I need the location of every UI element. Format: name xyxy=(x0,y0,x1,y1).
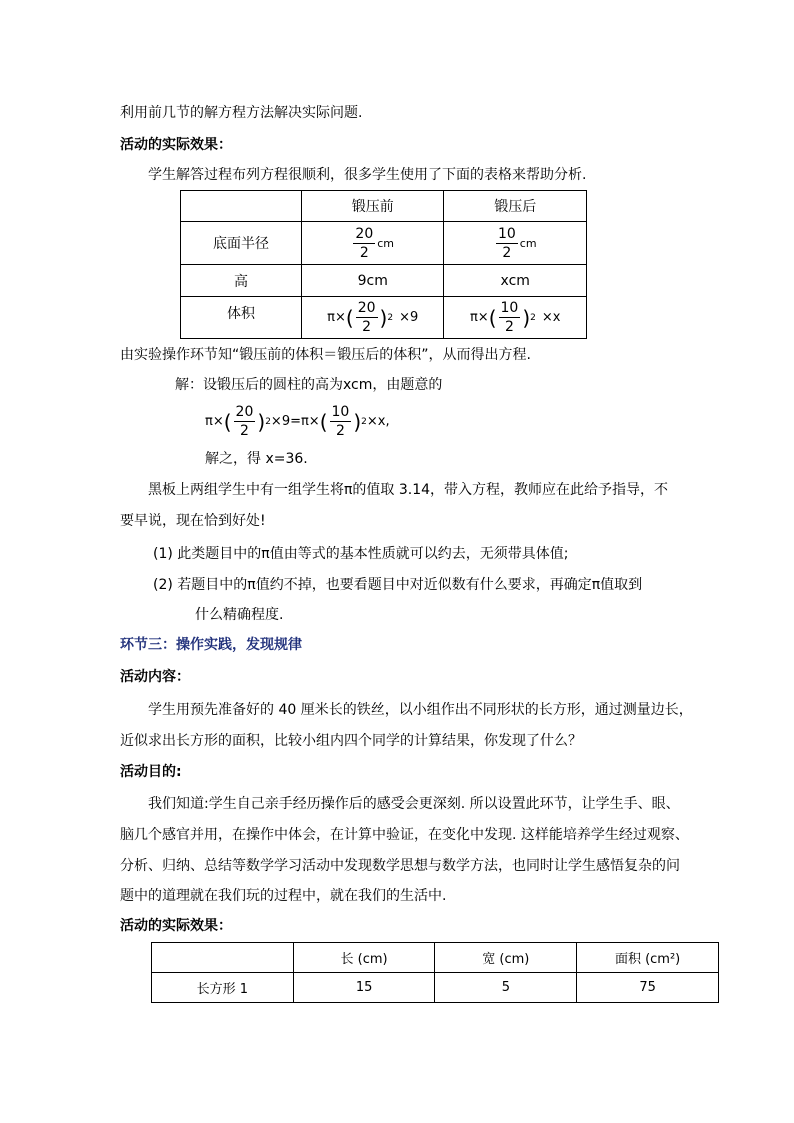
row-label-height: 高 xyxy=(181,265,302,297)
table2-row-label: 长方形 1 xyxy=(152,973,294,1003)
formula-tail: ×9 xyxy=(399,310,419,325)
denominator: 2 xyxy=(359,244,369,261)
times-symbol: × xyxy=(212,414,224,429)
table-header-before: 锻压前 xyxy=(301,191,444,222)
table2-header-area: 面积 (cm²) xyxy=(577,943,719,973)
paragraph-pi-line1: 黑板上两组学生中有一组学生将π的值取 3.14，带入方程，教师应在此给予指导，不 xyxy=(148,482,669,498)
cell-height-before: 9cm xyxy=(301,265,444,297)
left-paren: ( xyxy=(223,409,232,434)
times-symbol: × xyxy=(477,310,489,325)
numerator: 20 xyxy=(355,225,374,242)
left-paren: ( xyxy=(345,305,354,330)
table-header-empty xyxy=(181,191,302,222)
pi-symbol: π xyxy=(205,414,213,429)
paragraph-purpose-line1: 我们知道:学生自己亲手经历操作后的感受会更深刻. 所以设置此环节，让学生手、眼、 xyxy=(148,796,680,812)
equation xyxy=(205,403,390,440)
right-paren: ) xyxy=(257,409,266,434)
fraction xyxy=(353,225,375,262)
fraction xyxy=(499,299,521,336)
denominator: 2 xyxy=(362,319,372,335)
table2-cell-area: 75 xyxy=(577,973,719,1003)
pi-symbol: π xyxy=(327,310,335,325)
paragraph-purpose-line4: 题中的道理就在我们玩的过程中，就在我们的生活中. xyxy=(120,888,447,904)
cell-volume-after xyxy=(444,297,587,339)
unit: cm xyxy=(377,236,395,250)
paragraph-content-line2: 近似求出长方形的面积，比较小组内四个同学的计算结果，你发现了什么？ xyxy=(120,733,582,749)
right-paren: ) xyxy=(522,305,531,330)
note-1: (1) 此类题目中的π值由等式的基本性质就可以约去，无须带具体值; xyxy=(153,546,569,562)
numerator: 10 xyxy=(331,404,350,420)
cell-radius-before xyxy=(301,222,444,265)
fraction xyxy=(496,225,518,262)
solution-setup: 解：设锻压后的圆柱的高为xcm，由题意的 xyxy=(175,377,443,393)
heading-activity-purpose: 活动目的: xyxy=(120,764,182,780)
table2-header-length: 长 (cm) xyxy=(293,943,435,973)
heading-actual-effect-2: 活动的实际效果： xyxy=(120,918,232,934)
exponent: 2 xyxy=(361,416,367,427)
numerator: 20 xyxy=(357,300,376,316)
numerator: 20 xyxy=(235,404,254,420)
unit: cm xyxy=(519,236,537,250)
fraction xyxy=(356,299,378,336)
times-symbol: × xyxy=(335,310,346,325)
equation-end: ×x, xyxy=(366,414,390,429)
intro-line: 利用前几节的解方程方法解决实际问题. xyxy=(120,105,363,121)
cell-height-after: xcm xyxy=(444,265,587,297)
paragraph-table-intro: 学生解答过程布列方程很顺利，很多学生使用了下面的表格来帮助分析. xyxy=(148,167,587,183)
table2-header-empty xyxy=(152,943,294,973)
cell-volume-before xyxy=(301,297,444,339)
paragraph-content-line1: 学生用预先准备好的 40 厘米长的铁丝，以小组作出不同形状的长方形，通过测量边长， xyxy=(148,702,693,718)
paragraph-pi-line2: 要早说，现在恰到好处! xyxy=(120,513,266,529)
row-label-radius: 底面半径 xyxy=(181,222,302,265)
note-2-line2: 什么精确程度. xyxy=(195,607,284,623)
numerator: 10 xyxy=(497,225,516,242)
section-heading: 环节三：操作实践，发现规律 xyxy=(120,637,302,653)
paragraph-purpose-line3: 分析、归纳、总结等数学学习活动中发现数学思想与数学方法，也同时让学生感悟复杂的问 xyxy=(120,858,680,874)
pi-symbol: π xyxy=(469,310,478,325)
left-paren: ( xyxy=(319,409,328,434)
denominator: 2 xyxy=(504,319,514,335)
denominator: 2 xyxy=(240,423,249,439)
row-label-volume: 体积 xyxy=(181,297,302,339)
heading-activity-content: 活动内容： xyxy=(120,669,190,685)
right-paren: ) xyxy=(379,305,388,330)
left-paren: ( xyxy=(488,305,497,330)
forging-table xyxy=(180,190,587,339)
table2-header-width: 宽 (cm) xyxy=(435,943,577,973)
note-2-line1: (2) 若题目中的π值约不掉，也要看题目中对近似数有什么要求，再确定π值取到 xyxy=(153,577,643,593)
paragraph-purpose-line2: 脑几个感官并用，在操作中体会，在计算中验证，在变化中发现. 这样能培养学生经过观察、 xyxy=(120,827,689,843)
cell-radius-after xyxy=(444,222,587,265)
equation-middle: ×9=π× xyxy=(270,414,320,429)
exponent: 2 xyxy=(530,312,536,323)
denominator: 2 xyxy=(335,423,345,439)
fraction xyxy=(234,403,256,440)
heading-actual-effect: 活动的实际效果： xyxy=(120,137,232,153)
solution-result: 解之，得 x=36. xyxy=(205,451,308,467)
formula-tail: ×x xyxy=(541,310,561,325)
rectangle-table xyxy=(151,942,719,1003)
table-header-after: 锻压后 xyxy=(444,191,587,222)
paragraph-volume-equal: 由实验操作环节知“锻压前的体积＝锻压后的体积”，从而得出方程. xyxy=(120,347,531,363)
denominator: 2 xyxy=(502,244,512,261)
table2-cell-width: 5 xyxy=(435,973,577,1003)
exponent: 2 xyxy=(265,416,271,427)
exponent: 2 xyxy=(387,312,394,323)
numerator: 10 xyxy=(500,300,519,316)
fraction xyxy=(330,403,352,440)
table2-cell-length: 15 xyxy=(293,973,435,1003)
right-paren: ) xyxy=(353,409,362,434)
